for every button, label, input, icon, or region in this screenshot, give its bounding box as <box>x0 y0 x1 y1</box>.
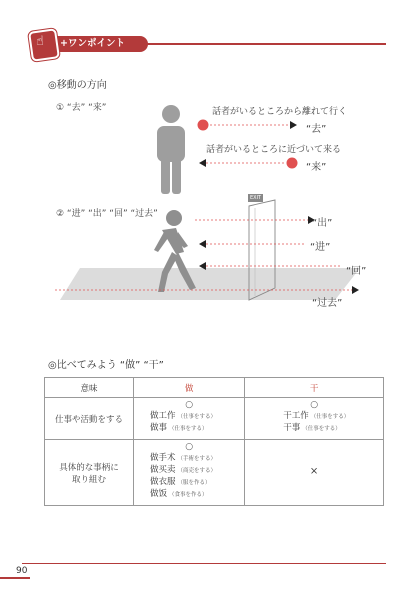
footer-rule <box>22 563 386 564</box>
one-point-label: +ワンポイント <box>60 38 125 49</box>
example-line: 干工作 （仕事をする） <box>283 411 350 421</box>
section-title-direction: ◎移動の方向 <box>48 80 107 91</box>
meaning-cell: 仕事や活動をする <box>45 398 134 440</box>
example-line: 干事 （仕事をする） <box>283 423 341 433</box>
zuo-cell <box>134 440 245 506</box>
table-row <box>45 398 384 440</box>
zuo-mark: ○ <box>185 400 194 410</box>
zuo-cell <box>134 398 245 440</box>
word-jin: “进” <box>310 242 331 253</box>
word-qu: “去” <box>306 124 327 135</box>
subheading-jin-chu-hui-guoqu: ② “进” “出” “回” “过去” <box>56 209 158 219</box>
header-gan: 干 <box>245 378 384 398</box>
subheading-qu-lai: ① “去” “来” <box>56 103 107 113</box>
gan-mark: ○ <box>310 400 319 410</box>
section-title-compare: ◎比べてみよう “做” “干” <box>48 360 164 371</box>
word-chu: “出” <box>312 218 333 229</box>
pointing-hand-icon: ☝ <box>36 34 44 49</box>
example-line: 做衣服 （服を作る） <box>150 477 211 487</box>
footer-accent <box>0 577 30 579</box>
example-line: 做事 （仕事をする） <box>150 423 208 433</box>
table-header-row <box>45 378 384 398</box>
page-number: 90 <box>16 566 28 576</box>
word-guoqu: “过去” <box>312 298 343 309</box>
arrow-away <box>196 118 300 132</box>
gan-cell <box>245 398 384 440</box>
zuo-mark: ○ <box>185 442 194 452</box>
word-hui: “回” <box>346 266 367 277</box>
exit-sign: EXIT <box>250 195 262 201</box>
header-zuo: 做 <box>134 378 245 398</box>
example-line: 做工作 （仕事をする） <box>150 411 217 421</box>
comparison-table <box>44 377 384 506</box>
standing-person-icon <box>150 104 192 196</box>
example-line: 做饭 （食事を作る） <box>150 489 208 499</box>
caption-moving-away: 話者がいるところから離れて行く <box>212 107 348 117</box>
arrow-toward <box>198 156 300 170</box>
badge-frame <box>28 28 60 62</box>
table-row <box>45 440 384 506</box>
caption-coming-toward: 話者がいるところに近づいて来る <box>206 145 342 155</box>
word-lai: “来” <box>306 162 327 173</box>
header-meaning: 意味 <box>45 378 134 398</box>
example-line: 做买卖 （商売をする） <box>150 465 217 475</box>
meaning-cell: 具体的な事柄に 取り組む <box>45 440 134 506</box>
gan-cell: × <box>245 440 384 506</box>
example-line: 做手术 （手術をする） <box>150 453 217 463</box>
